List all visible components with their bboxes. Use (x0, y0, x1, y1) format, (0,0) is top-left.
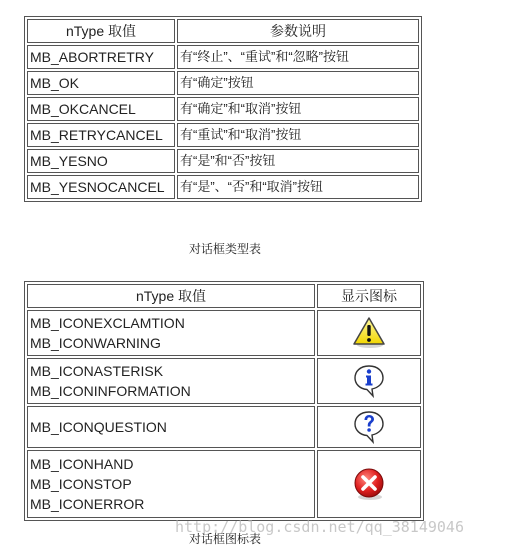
ntype-value: MB_ICONHAND (30, 456, 134, 472)
ntype-cell (27, 358, 315, 404)
dialog-icon-table-caption: 对话框图标表 (188, 532, 261, 546)
ntype-value: MB_ICONEXCLAMTION (30, 315, 185, 331)
dialog-icon-table (24, 281, 424, 521)
table-row (27, 310, 421, 356)
error-stop-icon (351, 466, 387, 502)
column-header-icon: 显示图标 (317, 284, 421, 308)
icon-cell (317, 450, 421, 518)
ntype-value: MB_ICONWARNING (30, 335, 161, 351)
ntype-value: MB_ICONINFORMATION (30, 383, 191, 399)
description-cell: 有“终止”、“重试”和“忽略”按钮 (177, 45, 419, 69)
watermark-url: http://blog.csdn.net/qq_38149046 (175, 518, 464, 536)
description-cell: 有“确定”按钮 (177, 71, 419, 95)
table-row (27, 450, 421, 518)
icon-cell (317, 358, 421, 404)
question-icon (351, 409, 387, 445)
icon-cell (317, 406, 421, 448)
table-header-row (27, 284, 421, 308)
ntype-cell: MB_OK (27, 71, 175, 95)
table-header-row (27, 19, 419, 43)
ntype-cell: MB_ABORTRETRY (27, 45, 175, 69)
table-row (27, 149, 419, 173)
table-row (27, 358, 421, 404)
icon-cell (317, 310, 421, 356)
description-cell: 有“是”和“否”按钮 (177, 149, 419, 173)
column-header-ntype: nType 取值 (27, 19, 175, 43)
table-row (27, 406, 421, 448)
ntype-cell: MB_YESNO (27, 149, 175, 173)
ntype-value: MB_ICONERROR (30, 496, 145, 512)
description-cell: 有“确定”和“取消”按钮 (177, 97, 419, 121)
ntype-cell: MB_YESNOCANCEL (27, 175, 175, 199)
table-row (27, 71, 419, 95)
column-header-description: 参数说明 (177, 19, 419, 43)
ntype-cell (27, 450, 315, 518)
table-row (27, 175, 419, 199)
table-row (27, 45, 419, 69)
ntype-value: MB_ICONSTOP (30, 476, 132, 492)
ntype-cell (27, 406, 315, 448)
table-row (27, 123, 419, 147)
description-cell: 有“重试”和“取消”按钮 (177, 123, 419, 147)
description-cell: 有“是”、“否”和“取消”按钮 (177, 175, 419, 199)
table-row (27, 97, 419, 121)
ntype-value: MB_ICONQUESTION (30, 419, 167, 435)
dialog-type-table (24, 16, 422, 202)
ntype-cell: MB_OKCANCEL (27, 97, 175, 121)
ntype-cell: MB_RETRYCANCEL (27, 123, 175, 147)
dialog-type-table-caption: 对话框类型表 (188, 242, 261, 256)
exclamation-warning-icon (351, 315, 387, 351)
ntype-value: MB_ICONASTERISK (30, 363, 164, 379)
ntype-cell (27, 310, 315, 356)
information-icon (351, 363, 387, 399)
column-header-ntype: nType 取值 (27, 284, 315, 308)
